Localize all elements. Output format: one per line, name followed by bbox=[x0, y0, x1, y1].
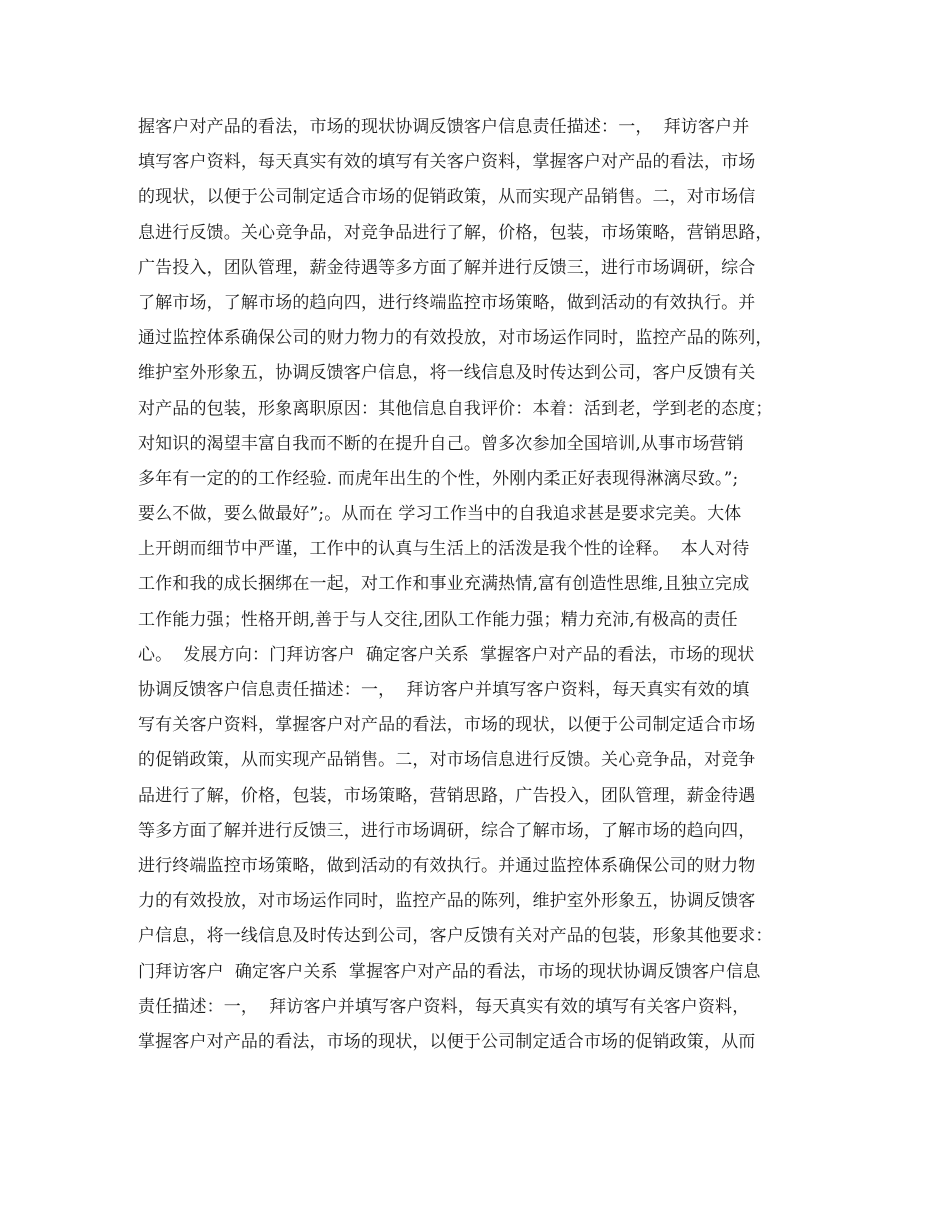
text-line: 责任描述：一， 拜访客户并填写客户资料，每天真实有效的填写有关客户资料， bbox=[138, 996, 750, 1017]
text-line: 握客户对产品的看法，市场的现状协调反馈客户信息责任描述：一， 拜访客户并 bbox=[138, 117, 750, 137]
text-line: 对知识的渴望丰富自我而不断的在提升自己。曾多次参加全国培训,从事市场营销 bbox=[138, 433, 744, 454]
text-line: 掌握客户对产品的看法，市场的现状，以便于公司制定适合市场的促销政策，从而 bbox=[138, 1031, 756, 1052]
text-line: 品进行了解，价格，包装，市场策略，营销思路，广告投入，团队管理，薪金待遇 bbox=[138, 785, 756, 806]
text-line: 工作和我的成长捆绑在一起，对工作和事业充满热情,富有创造性思维,且独立完成 bbox=[138, 574, 750, 595]
text-line: 上开朗而细节中严谨，工作中的认真与生活上的活泼是我个性的诠释。 本人对待 bbox=[138, 539, 750, 560]
text-line: 通过监控体系确保公司的财力物力的有效投放，对市场运作同时，监控产品的陈列， bbox=[138, 328, 773, 349]
text-line: 等多方面了解并进行反馈三，进行市场调研，综合了解市场，了解市场的趋向四， bbox=[138, 820, 756, 841]
text-line: 力的有效投放，对市场运作同时，监控产品的陈列，维护室外形象五，协调反馈客 bbox=[138, 891, 756, 912]
text-line: 填写客户资料，每天真实有效的填写有关客户资料，掌握客户对产品的看法，市场 bbox=[138, 152, 756, 173]
text-line: 息进行反馈。关心竞争品，对竞争品进行了解，价格，包装，市场策略，营销思路， bbox=[138, 222, 773, 243]
text-line: 协调反馈客户信息责任描述：一， 拜访客户并填写客户资料，每天真实有效的填 bbox=[138, 680, 750, 700]
text-line: 要么不做，要么做最好”;。从而在 学习工作当中的自我追求甚是要求完美。大体 bbox=[138, 504, 742, 525]
text-line: 维护室外形象五，协调反馈客户信息，将一线信息及时传达到公司，客户反馈有关 bbox=[138, 363, 756, 384]
text-line: 户信息，将一线信息及时传达到公司，客户反馈有关对产品的包装，形象其他要求： bbox=[138, 926, 773, 947]
text-line: 门拜访客户 确定客户关系 掌握客户对产品的看法，市场的现状协调反馈客户信息 bbox=[138, 961, 761, 982]
text-line: 了解市场，了解市场的趋向四，进行终端监控市场策略，做到活动的有效执行。并 bbox=[138, 292, 756, 313]
text-line: 进行终端监控市场策略，做到活动的有效执行。并通过监控体系确保公司的财力物 bbox=[138, 855, 756, 876]
text-line: 对产品的包装，形象离职原因：其他信息自我评价：本着：活到老，学到老的态度； bbox=[138, 398, 773, 419]
text-line: 广告投入，团队管理，薪金待遇等多方面了解并进行反馈三，进行市场调研，综合 bbox=[138, 257, 756, 278]
text-line: 写有关客户资料，掌握客户对产品的看法，市场的现状，以便于公司制定适合市场 bbox=[138, 715, 756, 736]
text-line: 多年有一定的的工作经验. 而虎年出生的个性，外刚内柔正好表现得淋漓尽致。”; bbox=[138, 468, 739, 489]
text-line: 工作能力强；性格开朗,善于与人交往,团队工作能力强；精力充沛,有极高的责任 bbox=[138, 609, 738, 630]
text-line: 的促销政策，从而实现产品销售。二，对市场信息进行反馈。关心竞争品，对竞争 bbox=[138, 750, 756, 771]
document-body bbox=[138, 110, 818, 1060]
text-line: 心。 发展方向：门拜访客户 确定客户关系 掌握客户对产品的看法，市场的现状 bbox=[138, 644, 755, 665]
text-line: 的现状，以便于公司制定适合市场的促销政策，从而实现产品销售。二，对市场信 bbox=[138, 187, 756, 208]
